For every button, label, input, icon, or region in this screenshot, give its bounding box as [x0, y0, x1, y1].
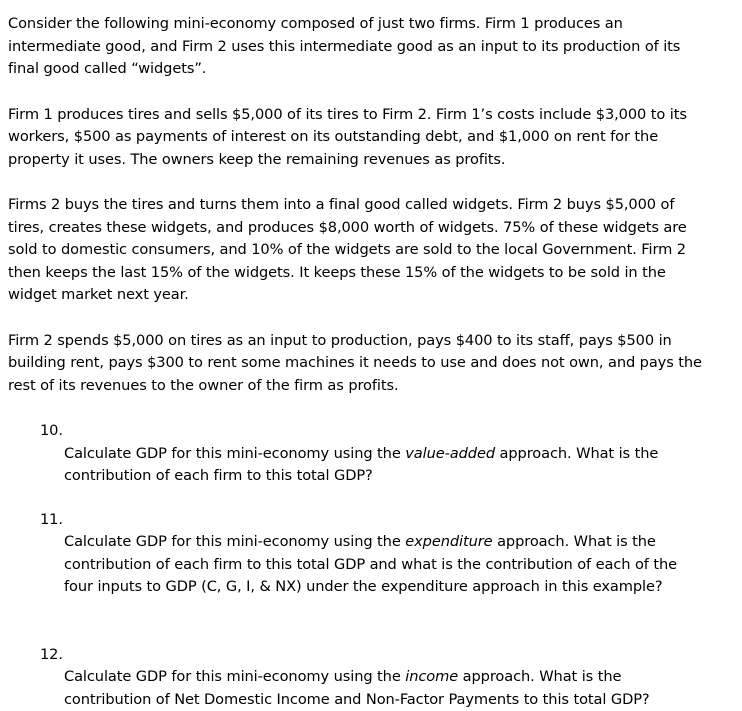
- question-emphasis: expenditure: [405, 533, 492, 550]
- question-12: [41, 644, 734, 711]
- question-10: [41, 420, 734, 488]
- question-11: [41, 509, 734, 599]
- question-text-start: Calculate GDP for this mini-economy using the: [64, 668, 405, 685]
- firm-2-widgets-paragraph: Firms 2 buys the tires and turns them into a final good called widgets. Firm 2 buys $5,000 of tires, creates these widgets, and produces $8,000 worth of widgets. 75% of these widgets are sold to domestic consumers, and 10% of the widgets are sold to the local Government. Firm 2 then keeps the last 15% of the widgets. It keeps these 15% of the widgets to be sold in the widget market next year.: [8, 194, 734, 307]
- question-text-end: approach. What is the contribution of Net Domestic Income and Non-Factor Payments to this total GDP?: [64, 668, 650, 708]
- question-text-end: approach. What is the contribution of each firm to this total GDP?: [64, 445, 658, 485]
- firm-1-paragraph: Firm 1 produces tires and sells $5,000 of its tires to Firm 2. Firm 1’s costs include $3,000 to its workers, $500 as payments of interest on its outstanding debt, and $1,000 on rent for the property it uses. The owners keep the remaining revenues as profits.: [8, 104, 734, 172]
- question-number: 12.: [40, 644, 63, 667]
- question-number: 10.: [40, 420, 63, 443]
- question-number: 11.: [40, 509, 63, 532]
- firm-2-spending-paragraph: Firm 2 spends $5,000 on tires as an input to production, pays $400 to its staff, pays $500 in building rent, pays $300 to rent some machines it needs to use and does not own, and pays the rest of its revenues to the owner of the firm as profits.: [8, 330, 734, 398]
- question-text-start: Calculate GDP for this mini-economy using the: [64, 445, 405, 462]
- question-emphasis: value-added: [405, 445, 495, 462]
- question-text-end: approach. What is the contribution of each firm to this total GDP and what is the contribution of each of the four inputs to GDP (C, G, I, & NX) under the expenditure approach in this example?: [64, 533, 677, 595]
- question-list: [8, 420, 734, 711]
- question-text-start: Calculate GDP for this mini-economy using the: [64, 533, 405, 550]
- intro-paragraph: Consider the following mini-economy composed of just two firms. Firm 1 produces an intermediate good, and Firm 2 uses this intermediate good as an input to its production of its final good called “widgets”.: [8, 13, 734, 81]
- question-emphasis: income: [405, 668, 458, 685]
